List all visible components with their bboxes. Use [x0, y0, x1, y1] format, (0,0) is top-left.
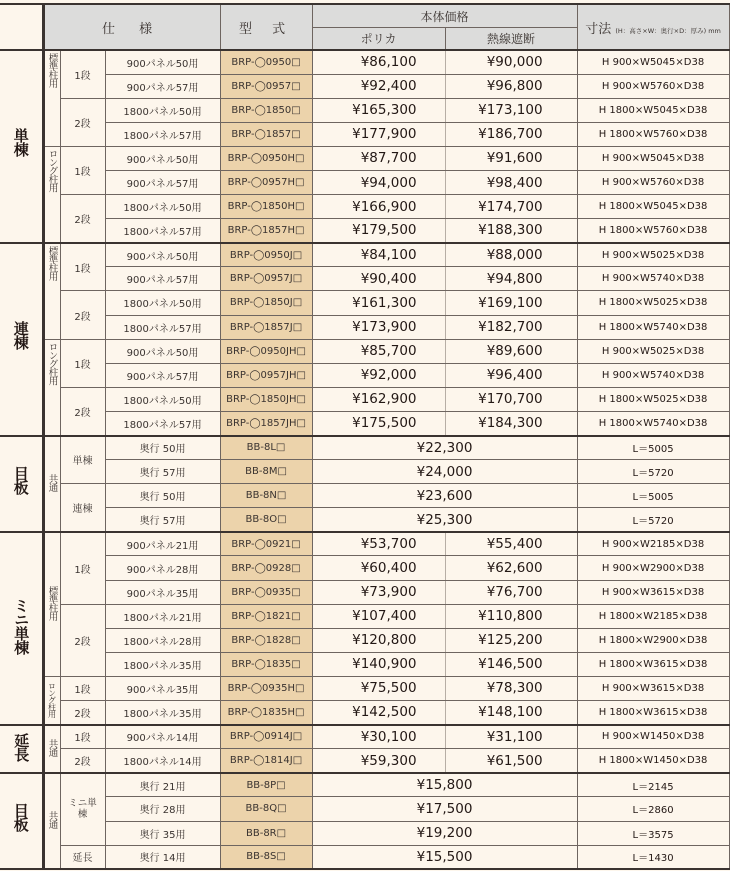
table-row [0, 122, 729, 146]
table-row [0, 652, 729, 676]
model-cell: BRP-◯0950JH□ [220, 339, 312, 363]
spec-cell: 900パネル50用 [105, 50, 220, 74]
dimension-cell: H 900×W5025×D38 [577, 243, 729, 267]
table-row [0, 315, 729, 339]
vertical-label-text: 目板 [11, 465, 30, 494]
dimension-cell: H 1800×W3615×D38 [577, 701, 729, 725]
header-model: 型 式 [220, 4, 312, 50]
dimension-cell: H 900×W5025×D38 [577, 339, 729, 363]
table-row [0, 749, 729, 773]
tier-label: 1段 [60, 725, 105, 749]
common-label [43, 773, 60, 869]
table-row [0, 725, 729, 749]
section-label-encho [0, 725, 43, 773]
dimension-cell: L＝5720 [577, 460, 729, 484]
price-heat: ¥55,400 [445, 532, 577, 556]
price-merged: ¥22,300 [312, 436, 577, 460]
price-heat: ¥98,400 [445, 170, 577, 194]
price-merged: ¥25,300 [312, 508, 577, 532]
table-row [0, 170, 729, 194]
spec-cell: 奥行 57用 [105, 460, 220, 484]
model-cell: BB-8M□ [220, 460, 312, 484]
post-type-standard [43, 532, 60, 677]
spec-cell: 奥行 35用 [105, 821, 220, 845]
post-type-long [43, 676, 60, 724]
model-cell: BRP-◯0950J□ [220, 243, 312, 267]
price-poly: ¥86,100 [312, 50, 445, 74]
price-poly: ¥107,400 [312, 604, 445, 628]
price-heat: ¥62,600 [445, 556, 577, 580]
model-cell: BRP-◯0957J□ [220, 267, 312, 291]
vertical-label-text: ロング柱用 [46, 148, 58, 192]
section-label-mini [0, 532, 43, 725]
dimension-cell: L＝5005 [577, 484, 729, 508]
price-heat: ¥170,700 [445, 387, 577, 411]
spec-cell: 900パネル35用 [105, 676, 220, 700]
vertical-label-text: 標準柱用 [46, 53, 58, 87]
price-merged: ¥23,600 [312, 484, 577, 508]
table-row [0, 146, 729, 170]
header-dimensions-label: 寸法 [585, 21, 612, 37]
table-row [0, 267, 729, 291]
price-poly: ¥84,100 [312, 243, 445, 267]
price-poly: ¥85,700 [312, 339, 445, 363]
price-heat: ¥91,600 [445, 146, 577, 170]
model-cell: BRP-◯1828□ [220, 628, 312, 652]
spec-cell: 1800パネル57用 [105, 122, 220, 146]
spec-cell: 1800パネル50用 [105, 387, 220, 411]
dimension-cell: L＝5005 [577, 436, 729, 460]
vertical-label-text: 目板 [11, 803, 30, 831]
header-price-group: 本体価格 [312, 4, 577, 28]
table-row [0, 628, 729, 652]
price-heat: ¥169,100 [445, 291, 577, 315]
tier-label: 2段 [60, 749, 105, 773]
model-cell: BB-8L□ [220, 436, 312, 460]
dimension-cell: H 1800×W5025×D38 [577, 387, 729, 411]
header-spec: 仕 様 [43, 4, 220, 50]
price-merged: ¥15,500 [312, 845, 577, 869]
price-poly: ¥92,400 [312, 74, 445, 98]
header-dimensions [577, 4, 729, 50]
table-row [0, 411, 729, 435]
dimension-cell: H 1800×W2185×D38 [577, 604, 729, 628]
header-dimensions-note: (H：高さ×W：奥行×D：厚み) mm [615, 26, 721, 35]
tier-label: 1段 [60, 50, 105, 98]
dimension-cell: L＝1430 [577, 845, 729, 869]
dimension-cell: H 1800×W2900×D38 [577, 628, 729, 652]
model-cell: BRP-◯1850H□ [220, 195, 312, 219]
dimension-cell: H 900×W3615×D38 [577, 676, 729, 700]
price-heat: ¥173,100 [445, 98, 577, 122]
price-table [0, 3, 730, 870]
spec-cell: 奥行 50用 [105, 436, 220, 460]
dimension-cell: H 1800×W1450×D38 [577, 749, 729, 773]
model-cell: BRP-◯0935H□ [220, 676, 312, 700]
price-heat: ¥186,700 [445, 122, 577, 146]
price-poly: ¥161,300 [312, 291, 445, 315]
table-row [0, 580, 729, 604]
spec-cell: 1800パネル50用 [105, 195, 220, 219]
price-heat: ¥78,300 [445, 676, 577, 700]
model-cell: BRP-◯0928□ [220, 556, 312, 580]
price-poly: ¥59,300 [312, 749, 445, 773]
price-heat: ¥188,300 [445, 219, 577, 243]
model-cell: BB-8O□ [220, 508, 312, 532]
table-row [0, 773, 729, 797]
table-row [0, 532, 729, 556]
table-row [0, 219, 729, 243]
table-row [0, 460, 729, 484]
vertical-label-text: ミニ単棟 [12, 598, 31, 655]
table-row [0, 98, 729, 122]
model-cell: BB-8P□ [220, 773, 312, 797]
group-label-rento: 連棟 [60, 484, 105, 532]
price-poly: ¥75,500 [312, 676, 445, 700]
dimension-cell: H 1800×W5760×D38 [577, 219, 729, 243]
spec-cell: 900パネル57用 [105, 363, 220, 387]
dimension-cell: H 900×W5760×D38 [577, 74, 729, 98]
post-type-standard [43, 243, 60, 339]
dimension-cell: H 900×W2900×D38 [577, 556, 729, 580]
spec-cell: 1800パネル57用 [105, 411, 220, 435]
dimension-cell: L＝3575 [577, 821, 729, 845]
model-cell: BRP-◯0950□ [220, 50, 312, 74]
table-row [0, 363, 729, 387]
dimension-cell: H 900×W5740×D38 [577, 267, 729, 291]
price-heat: ¥76,700 [445, 580, 577, 604]
spec-cell: 1800パネル21用 [105, 604, 220, 628]
tier-label: 2段 [60, 387, 105, 435]
spec-cell: 900パネル14用 [105, 725, 220, 749]
dimension-cell: H 1800×W3615×D38 [577, 652, 729, 676]
price-heat: ¥96,400 [445, 363, 577, 387]
dimension-cell: H 900×W5740×D38 [577, 363, 729, 387]
dimension-cell: H 1800×W5025×D38 [577, 291, 729, 315]
price-poly: ¥87,700 [312, 146, 445, 170]
group-label-tanto: 単棟 [60, 436, 105, 484]
price-poly: ¥175,500 [312, 411, 445, 435]
header-blank [0, 4, 43, 50]
group-label-mini: ミニ単棟 [60, 773, 105, 845]
dimension-cell: H 900×W5045×D38 [577, 146, 729, 170]
post-type-standard [43, 50, 60, 146]
table-row [0, 508, 729, 532]
vertical-label-text: 共通 [46, 811, 58, 828]
vertical-label-text: 標準柱用 [46, 585, 58, 620]
table-row [0, 50, 729, 74]
dimension-cell: H 1800×W5760×D38 [577, 122, 729, 146]
table-row [0, 436, 729, 460]
model-cell: BRP-◯0957□ [220, 74, 312, 98]
spec-cell: 1800パネル28用 [105, 628, 220, 652]
table-row [0, 387, 729, 411]
table-row [0, 195, 729, 219]
table-row [0, 243, 729, 267]
spec-cell: 900パネル50用 [105, 243, 220, 267]
table-row [0, 604, 729, 628]
tier-label: 1段 [60, 243, 105, 291]
price-poly: ¥142,500 [312, 701, 445, 725]
header-heat-shield: 熱線遮断 [445, 28, 577, 51]
spec-cell: 1800パネル14用 [105, 749, 220, 773]
post-type-long [43, 146, 60, 242]
tier-label: 2段 [60, 195, 105, 243]
price-heat: ¥182,700 [445, 315, 577, 339]
model-cell: BRP-◯1835H□ [220, 701, 312, 725]
vertical-label-text: 共通 [46, 738, 58, 756]
tier-label: 1段 [60, 339, 105, 387]
price-merged: ¥24,000 [312, 460, 577, 484]
spec-cell: 奥行 21用 [105, 773, 220, 797]
vertical-label-text: 延長 [12, 732, 31, 761]
model-cell: BB-8R□ [220, 821, 312, 845]
price-poly: ¥173,900 [312, 315, 445, 339]
table-row [0, 821, 729, 845]
dimension-cell: L＝2860 [577, 797, 729, 821]
price-heat: ¥146,500 [445, 652, 577, 676]
price-poly: ¥92,000 [312, 363, 445, 387]
spec-cell: 900パネル50用 [105, 339, 220, 363]
vertical-label-text: 共通 [46, 473, 58, 491]
group-label-encho: 延長 [60, 845, 105, 869]
price-heat: ¥31,100 [445, 725, 577, 749]
model-cell: BRP-◯0957JH□ [220, 363, 312, 387]
table-row [0, 74, 729, 98]
price-heat: ¥89,600 [445, 339, 577, 363]
tier-label: 2段 [60, 98, 105, 146]
price-poly: ¥30,100 [312, 725, 445, 749]
price-heat: ¥90,000 [445, 50, 577, 74]
section-label-meita [0, 436, 43, 532]
spec-cell: 1800パネル35用 [105, 701, 220, 725]
price-heat: ¥88,000 [445, 243, 577, 267]
model-cell: BRP-◯1857□ [220, 122, 312, 146]
vertical-label-text: ロング柱用 [47, 681, 57, 717]
dimension-cell: H 900×W1450×D38 [577, 725, 729, 749]
dimension-cell: H 900×W5760×D38 [577, 170, 729, 194]
dimension-cell: H 900×W5045×D38 [577, 50, 729, 74]
table-row [0, 701, 729, 725]
price-poly: ¥162,900 [312, 387, 445, 411]
section-label-tanto [0, 50, 43, 243]
section-label-meita [0, 773, 43, 869]
price-heat: ¥174,700 [445, 195, 577, 219]
spec-cell: 1800パネル50用 [105, 98, 220, 122]
table-row [0, 339, 729, 363]
model-cell: BB-8N□ [220, 484, 312, 508]
model-cell: BRP-◯1850JH□ [220, 387, 312, 411]
price-heat: ¥125,200 [445, 628, 577, 652]
price-heat: ¥184,300 [445, 411, 577, 435]
tier-label: 2段 [60, 701, 105, 725]
dimension-cell: H 1800×W5045×D38 [577, 195, 729, 219]
dimension-cell: H 1800×W5740×D38 [577, 411, 729, 435]
price-poly: ¥60,400 [312, 556, 445, 580]
dimension-cell: L＝2145 [577, 773, 729, 797]
model-cell: BRP-◯1850J□ [220, 291, 312, 315]
model-cell: BRP-◯1821□ [220, 604, 312, 628]
table-row [0, 845, 729, 869]
spec-cell: 1800パネル50用 [105, 291, 220, 315]
price-heat: ¥110,800 [445, 604, 577, 628]
vertical-label-text: 標準柱用 [46, 245, 58, 280]
post-type-long [43, 339, 60, 435]
spec-cell: 900パネル21用 [105, 532, 220, 556]
dimension-cell: H 1800×W5740×D38 [577, 315, 729, 339]
model-cell: BRP-◯1857JH□ [220, 411, 312, 435]
table-row [0, 484, 729, 508]
model-cell: BRP-◯0957H□ [220, 170, 312, 194]
spec-cell: 900パネル57用 [105, 170, 220, 194]
model-cell: BB-8Q□ [220, 797, 312, 821]
price-poly: ¥177,900 [312, 122, 445, 146]
spec-cell: 900パネル28用 [105, 556, 220, 580]
spec-cell: 1800パネル57用 [105, 315, 220, 339]
price-poly: ¥94,000 [312, 170, 445, 194]
price-poly: ¥53,700 [312, 532, 445, 556]
model-cell: BRP-◯1857J□ [220, 315, 312, 339]
price-heat: ¥96,800 [445, 74, 577, 98]
header-polycarbonate: ポリカ [312, 28, 445, 51]
dimension-cell: H 1800×W5045×D38 [577, 98, 729, 122]
table-row [0, 676, 729, 700]
vertical-label-text: ロング柱用 [46, 341, 58, 385]
spec-cell: 奥行 57用 [105, 508, 220, 532]
section-label-rento [0, 243, 43, 436]
price-poly: ¥140,900 [312, 652, 445, 676]
price-poly: ¥179,500 [312, 219, 445, 243]
model-cell: BRP-◯1850□ [220, 98, 312, 122]
price-poly: ¥165,300 [312, 98, 445, 122]
price-merged: ¥17,500 [312, 797, 577, 821]
price-poly: ¥166,900 [312, 195, 445, 219]
model-cell: BRP-◯1857H□ [220, 219, 312, 243]
dimension-cell: H 900×W3615×D38 [577, 580, 729, 604]
spec-cell: 奥行 14用 [105, 845, 220, 869]
spec-cell: 奥行 28用 [105, 797, 220, 821]
spec-cell: 900パネル57用 [105, 267, 220, 291]
common-label [43, 725, 60, 773]
dimension-cell: L＝5720 [577, 508, 729, 532]
price-merged: ¥19,200 [312, 821, 577, 845]
vertical-label-text: 連棟 [11, 321, 30, 350]
model-cell: BRP-◯0921□ [220, 532, 312, 556]
price-poly: ¥90,400 [312, 267, 445, 291]
dimension-cell: H 900×W2185×D38 [577, 532, 729, 556]
model-cell: BRP-◯0950H□ [220, 146, 312, 170]
price-heat: ¥61,500 [445, 749, 577, 773]
vertical-label-text: 単棟 [11, 128, 30, 157]
model-cell: BRP-◯0935□ [220, 580, 312, 604]
table-row [0, 556, 729, 580]
table-row [0, 291, 729, 315]
spec-cell: 1800パネル57用 [105, 219, 220, 243]
spec-cell: 900パネル50用 [105, 146, 220, 170]
spec-cell: 奥行 50用 [105, 484, 220, 508]
tier-label: 2段 [60, 291, 105, 339]
spec-cell: 900パネル35用 [105, 580, 220, 604]
model-cell: BRP-◯1835□ [220, 652, 312, 676]
price-heat: ¥94,800 [445, 267, 577, 291]
price-poly: ¥120,800 [312, 628, 445, 652]
common-label [43, 436, 60, 532]
table-row [0, 797, 729, 821]
price-merged: ¥15,800 [312, 773, 577, 797]
model-cell: BB-8S□ [220, 845, 312, 869]
tier-label: 1段 [60, 532, 105, 604]
price-heat: ¥148,100 [445, 701, 577, 725]
tier-label: 1段 [60, 146, 105, 194]
tier-label: 1段 [60, 676, 105, 700]
model-cell: BRP-◯1814J□ [220, 749, 312, 773]
price-poly: ¥73,900 [312, 580, 445, 604]
spec-cell: 1800パネル35用 [105, 652, 220, 676]
model-cell: BRP-◯0914J□ [220, 725, 312, 749]
spec-cell: 900パネル57用 [105, 74, 220, 98]
tier-label: 2段 [60, 604, 105, 676]
